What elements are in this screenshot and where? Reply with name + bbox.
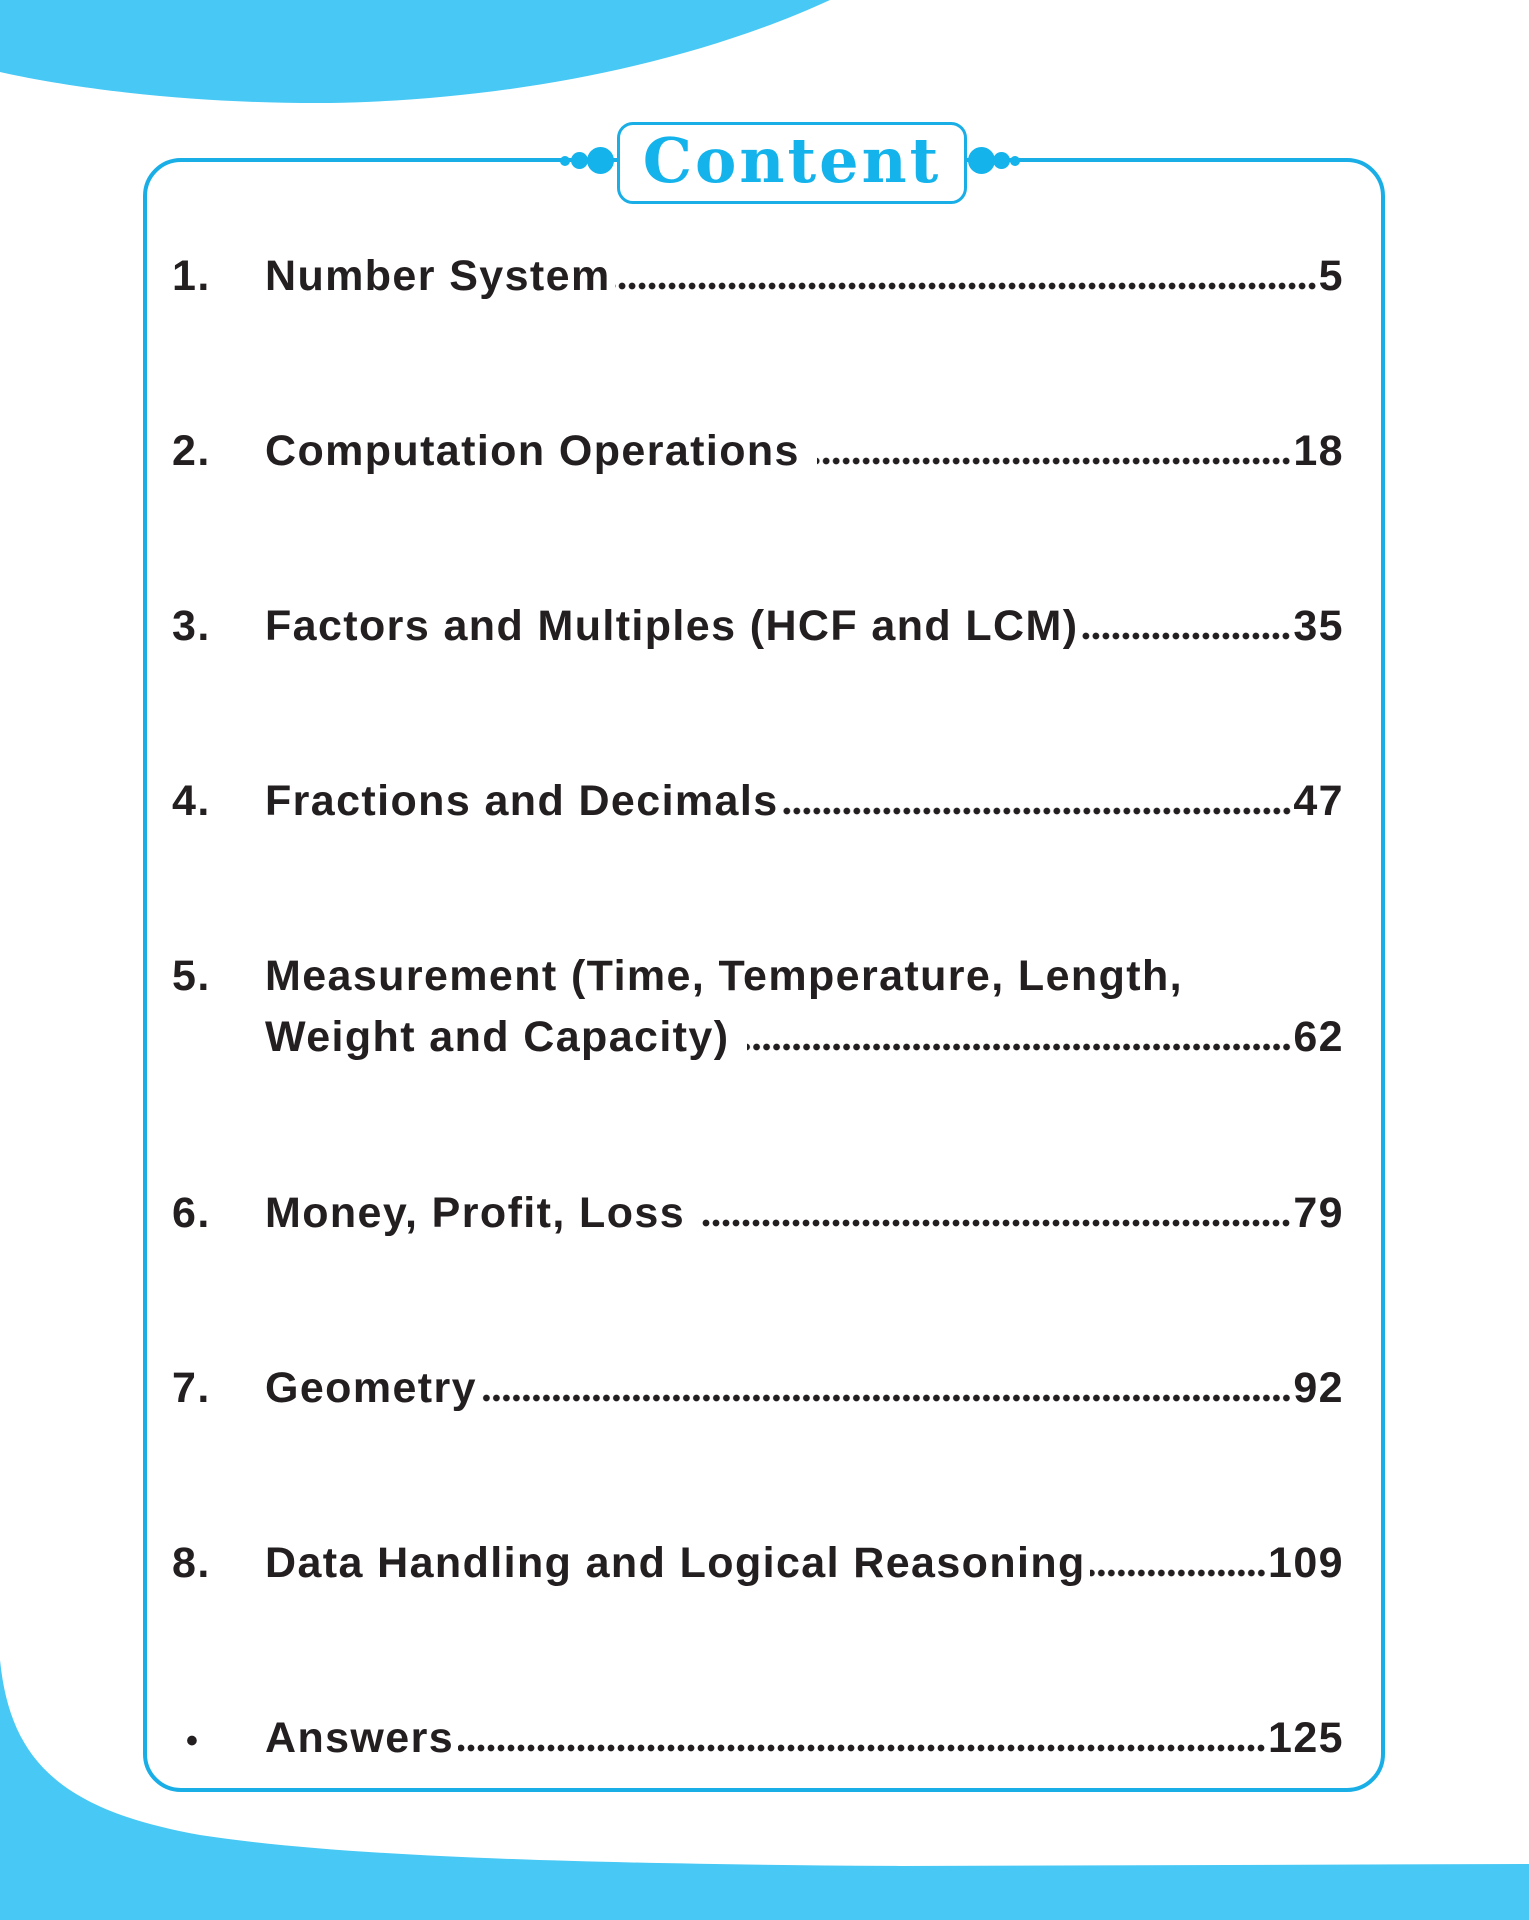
dot-leader	[702, 1219, 1291, 1227]
dot-leader	[747, 1043, 1292, 1051]
entry-page: 109	[1268, 1539, 1344, 1587]
entry-page: 18	[1293, 427, 1344, 475]
entry-page: 5	[1318, 252, 1344, 300]
entry-page: 92	[1293, 1364, 1344, 1412]
toc-entry[interactable]	[172, 602, 1344, 651]
entry-title: Fractions and Decimals	[265, 777, 779, 825]
entry-number: 1.	[172, 252, 211, 300]
entry-title: Data Handling and Logical Reasoning	[265, 1539, 1086, 1587]
entry-title-line2: Weight and Capacity)	[265, 1013, 743, 1061]
entry-title: Money, Profit, Loss	[265, 1189, 699, 1237]
toc-entry[interactable]	[172, 1013, 1344, 1062]
entry-page: 125	[1268, 1714, 1344, 1762]
top-wave	[0, 0, 830, 103]
dot-leader	[817, 457, 1291, 465]
dot-leader	[783, 807, 1292, 815]
toc-entry-line1[interactable]	[172, 952, 1344, 1001]
toc-entry[interactable]	[172, 427, 1344, 476]
entry-number: 6.	[172, 1189, 211, 1237]
entry-page: 62	[1293, 1013, 1344, 1061]
bead-right-mid	[993, 152, 1010, 169]
bead-left-large	[587, 147, 614, 174]
entry-number: 5.	[172, 952, 211, 1000]
entry-number: 8.	[172, 1539, 211, 1587]
entry-number: 7.	[172, 1364, 211, 1412]
title-box	[617, 122, 967, 204]
entry-title-line1: Measurement (Time, Temperature, Length,	[265, 952, 1183, 1000]
dot-leader	[1082, 632, 1291, 640]
dot-leader	[481, 1394, 1291, 1402]
entry-number: 3.	[172, 602, 211, 650]
entry-number: 4.	[172, 777, 211, 825]
entry-page: 35	[1293, 602, 1344, 650]
entry-page: 47	[1293, 777, 1344, 825]
dot-leader	[458, 1744, 1266, 1752]
entry-title: Geometry	[265, 1364, 477, 1412]
page-title: Content	[642, 124, 942, 197]
toc-entry[interactable]	[172, 1189, 1344, 1238]
bead-left-mid	[571, 152, 588, 169]
toc-entry[interactable]	[172, 1539, 1344, 1588]
toc-entry[interactable]	[172, 777, 1344, 826]
entry-title: Computation Operations	[265, 427, 814, 475]
toc-entry[interactable]	[172, 252, 1344, 301]
entry-title: Number System	[265, 252, 611, 300]
title-ornament	[540, 122, 1020, 206]
dot-leader	[615, 282, 1317, 290]
entry-page: 79	[1293, 1189, 1344, 1237]
bead-left-small	[560, 156, 570, 166]
bullet-icon: •	[186, 1722, 200, 1760]
toc-entry-answers[interactable]	[172, 1714, 1344, 1763]
entry-title: Factors and Multiples (HCF and LCM)	[265, 602, 1079, 650]
toc-entry[interactable]	[172, 1364, 1344, 1413]
entry-title: Answers	[265, 1714, 455, 1762]
bead-right-small	[1010, 156, 1020, 166]
entry-number: 2.	[172, 427, 211, 475]
dot-leader	[1090, 1569, 1266, 1577]
bead-right-large	[968, 147, 995, 174]
